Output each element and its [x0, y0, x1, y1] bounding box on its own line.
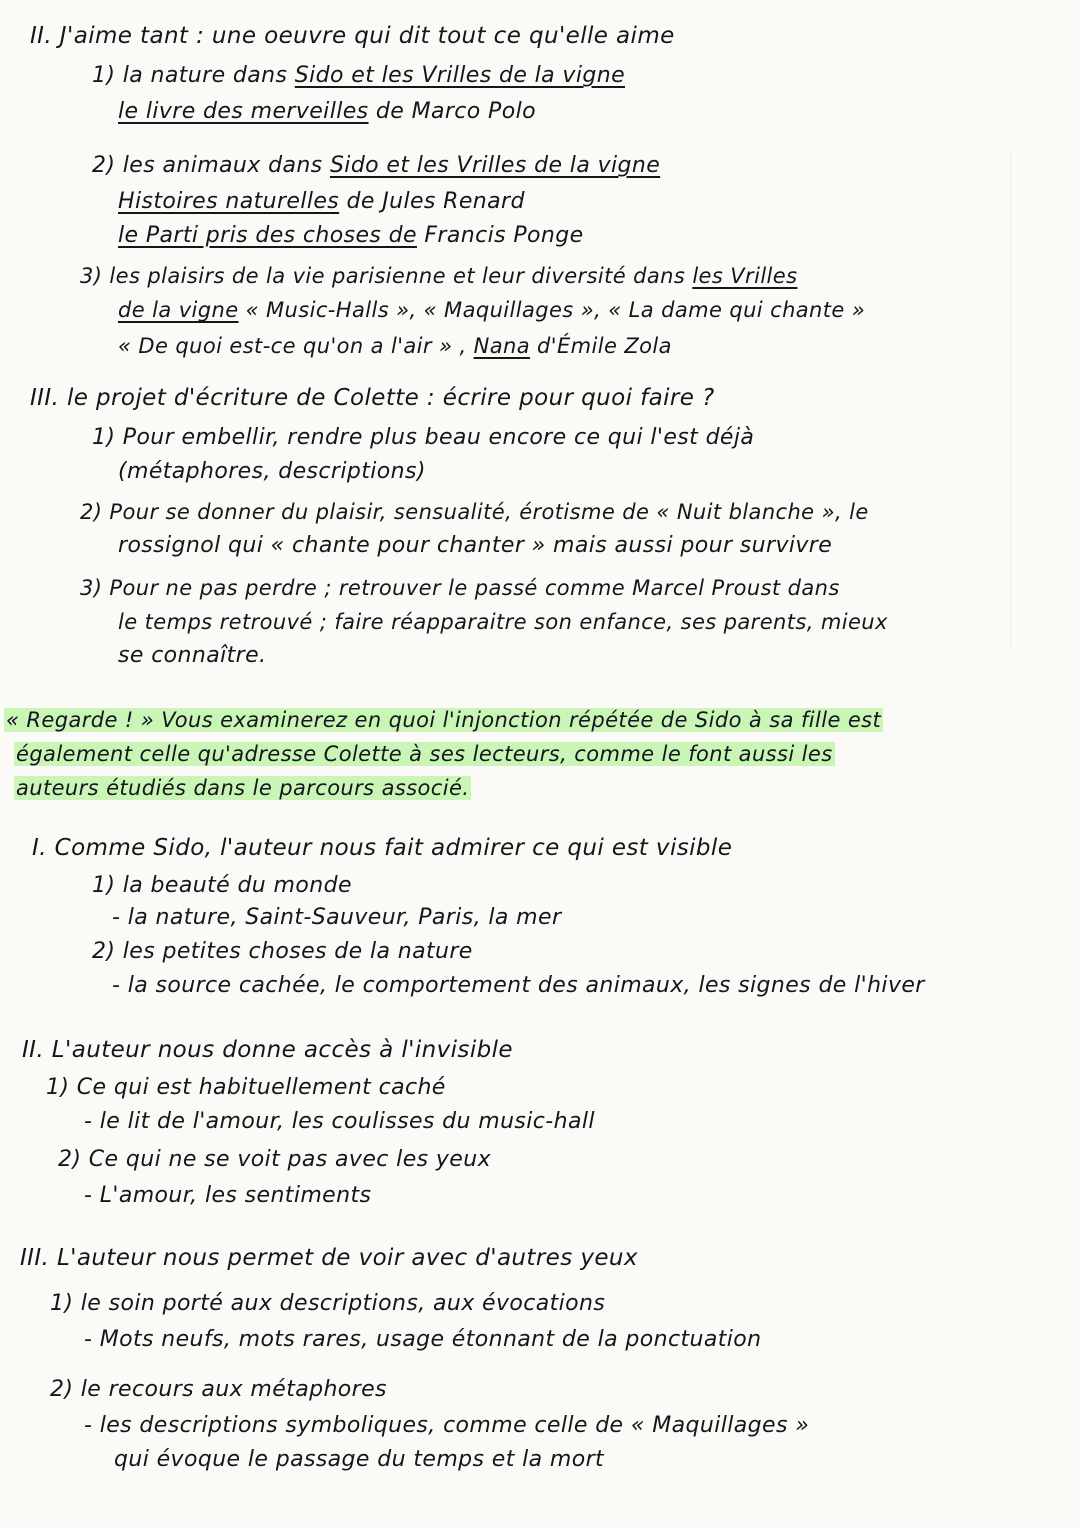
list-item: - la source cachée, le comportement des animaux, les signes de l'hiver	[112, 973, 925, 998]
essay-prompt-line: « Regarde ! » Vous examinerez en quoi l'injonction répétée de Sido à sa fille est	[6, 708, 882, 732]
list-item: 1) Ce qui est habituellement caché	[46, 1075, 446, 1100]
plan-section-2-heading: II. L'auteur nous donne accès à l'invisible	[22, 1037, 513, 1063]
plan-section-3-heading: III. L'auteur nous permet de voir avec d'autres yeux	[20, 1245, 638, 1271]
list-item: qui évoque le passage du temps et la mort	[114, 1447, 605, 1472]
list-item: 2) les animaux dans Sido et les Vrilles de la vigne	[92, 153, 661, 178]
essay-prompt-line: auteurs étudiés dans le parcours associé.	[16, 776, 470, 800]
list-item: 1) la beauté du monde	[92, 873, 352, 898]
list-item: 1) le soin porté aux descriptions, aux évocations	[50, 1291, 606, 1316]
list-item: 1) Pour embellir, rendre plus beau encore ce qui l'est déjà	[92, 425, 755, 450]
section-3-heading: III. le projet d'écriture de Colette : écrire pour quoi faire ?	[30, 385, 715, 411]
essay-prompt-line: également celle qu'adresse Colette à ses lecteurs, comme le font aussi les	[16, 742, 833, 766]
list-item: « De quoi est-ce qu'on a l'air » , Nana d'Émile Zola	[118, 334, 672, 358]
list-item: 3) Pour ne pas perdre ; retrouver le passé comme Marcel Proust dans	[80, 576, 840, 600]
list-item: 2) le recours aux métaphores	[50, 1377, 387, 1402]
list-item: - la nature, Saint-Sauveur, Paris, la mer	[112, 905, 562, 930]
list-item: Histoires naturelles de Jules Renard	[118, 189, 525, 214]
list-item: le Parti pris des choses de Francis Ponge	[118, 223, 584, 248]
list-item: 2) Ce qui ne se voit pas avec les yeux	[58, 1147, 491, 1172]
list-item: le livre des merveilles de Marco Polo	[118, 99, 536, 124]
list-item: le temps retrouvé ; faire réapparaitre son enfance, ses parents, mieux	[118, 610, 888, 634]
list-item: 1) la nature dans Sido et les Vrilles de la vigne	[92, 63, 626, 88]
show-through-marks	[1010, 150, 1071, 650]
list-item: 2) les petites choses de la nature	[92, 939, 473, 964]
list-item: 3) les plaisirs de la vie parisienne et leur diversité dans les Vrilles	[80, 264, 798, 288]
list-item: rossignol qui « chante pour chanter » mais aussi pour survivre	[118, 533, 833, 558]
section-2-heading: II. J'aime tant : une oeuvre qui dit tout ce qu'elle aime	[30, 23, 675, 49]
plan-section-1-heading: I. Comme Sido, l'auteur nous fait admirer ce qui est visible	[32, 835, 733, 861]
list-item: 2) Pour se donner du plaisir, sensualité, érotisme de « Nuit blanche », le	[80, 500, 869, 524]
list-item: - Mots neufs, mots rares, usage étonnant de la ponctuation	[84, 1327, 762, 1352]
list-item: - les descriptions symboliques, comme celle de « Maquillages »	[84, 1413, 810, 1438]
list-item: se connaître.	[118, 643, 267, 668]
list-item: - le lit de l'amour, les coulisses du music-hall	[84, 1109, 595, 1134]
list-item: (métaphores, descriptions)	[118, 459, 426, 484]
list-item: - L'amour, les sentiments	[84, 1183, 372, 1208]
list-item: de la vigne « Music-Halls », « Maquillages », « La dame qui chante »	[118, 298, 866, 322]
